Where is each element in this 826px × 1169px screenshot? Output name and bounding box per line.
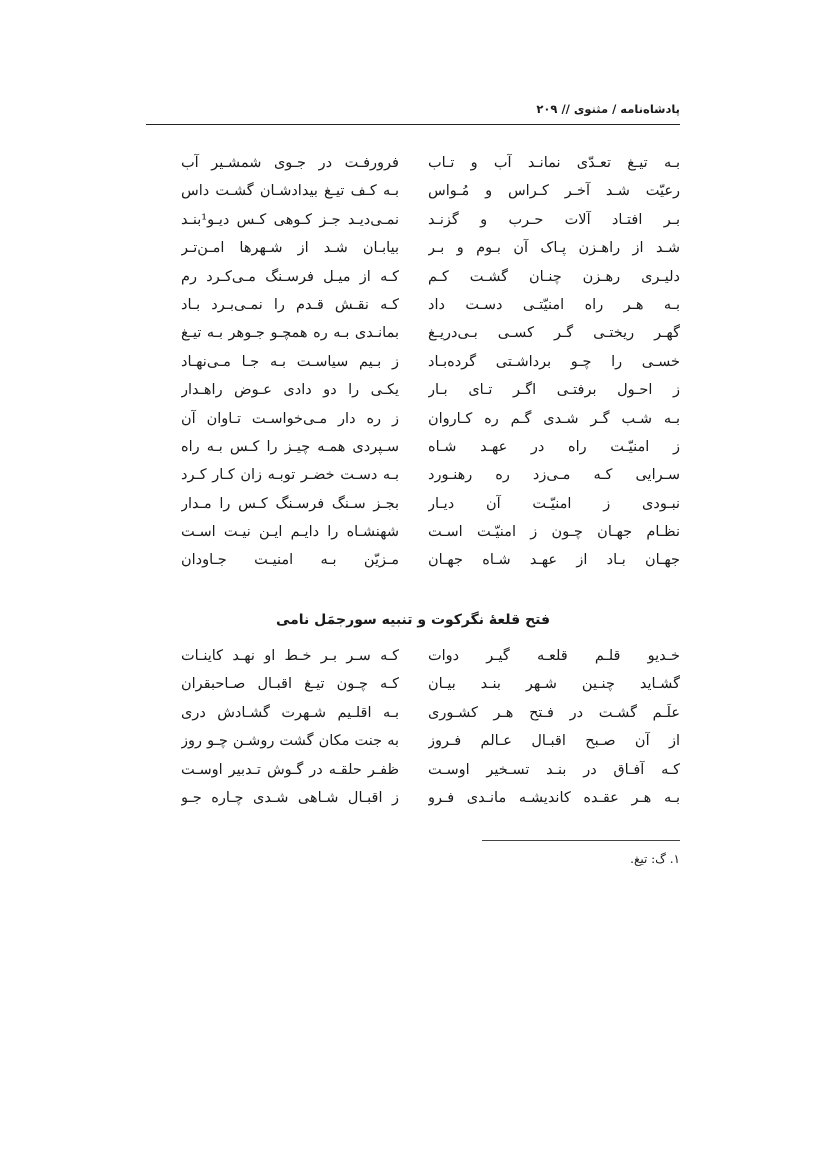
hemistich-first: دلیـری رهـزن چنـان گشـت کـم: [428, 268, 680, 285]
verse-block-part2: [146, 645, 680, 815]
hemistich-first: بـه تیـغ تعـدّی نمانـد آب و تـاب: [428, 155, 680, 171]
hemistich-second: بـه کـف تیـغ بیدادشـان گشـت داس: [181, 183, 399, 200]
verse-block-part1: [146, 152, 680, 578]
hemistich-second: فرورفـت در جـوی شمشـیر آب: [181, 155, 399, 171]
hemistich-second: ز ره دار مـی‌خواسـت تـاوان آن: [181, 410, 399, 427]
hemistich-second: ظفـر حلقـه در گـوش تـدبیر اوسـت: [181, 761, 399, 778]
verse-couplet: [146, 549, 680, 577]
running-head: [146, 100, 680, 125]
hemistich-first: جهـان بـاد از عهـد شـاه جهـان: [428, 552, 680, 569]
hemistich-first: خـدیو قلـم قلعـه گیـر دوات: [428, 648, 680, 664]
hemistich-second: بـه دسـت خضـر توبـه زان کـار کـرد: [181, 467, 399, 484]
hemistich-second: ز اقبـال شـاهی شـدی چـاره جـو: [181, 789, 399, 806]
verse-couplet: [146, 294, 680, 322]
verse-couplet: [146, 152, 680, 180]
hemistich-second: کـه از میـل فرسـنگ مـی‌کـرد رم: [181, 268, 399, 285]
hemistich-first: سـرایی کـه مـی‌زد ره رهنـورد: [428, 467, 680, 484]
verse-couplet: [146, 493, 680, 521]
hemistich-first: نبـودی ز امنیّـت آن دیـار: [428, 495, 680, 512]
verse-couplet: [146, 464, 680, 492]
verse-couplet: [146, 521, 680, 549]
hemistich-second: کـه چـون تیـغ اقبـال صـاحبقران: [181, 676, 399, 693]
hemistich-second: مـزیّن بـه امنیـت جـاودان: [181, 552, 399, 569]
verse-couplet: [146, 322, 680, 350]
hemistich-first: گشـاید چنـین شـهر بنـد بیـان: [428, 676, 680, 693]
hemistich-second: به جنت مکان گشت روشـن چـو روز: [181, 733, 399, 750]
hemistich-second: ز بـیم سیاسـت بـه جـا مـی‌نهـاد: [181, 353, 399, 370]
verse-couplet: [146, 759, 680, 787]
hemistich-first: نظـام جهـان چـون ز امنیّـت اسـت: [428, 524, 680, 541]
verse-couplet: [146, 379, 680, 407]
verse-couplet: [146, 787, 680, 815]
hemistich-second: شهنشـاه را دایـم ایـن نیـت اسـت: [181, 524, 399, 541]
verse-couplet: [146, 408, 680, 436]
hemistich-first: از آن صـبح اقبـال عـالم فـروز: [428, 733, 680, 750]
hemistich-first: گهـر ریختـی گـر کسـی بـی‌دریـغ: [428, 325, 680, 342]
hemistich-first: علَـم گشـت در فـتح هـر کشـوری: [428, 704, 680, 721]
hemistich-first: بـه شـب گـر شـدی گـم ره کـاروان: [428, 410, 680, 427]
hemistich-first: بـه هـر راه امنیّتـی دسـت داد: [428, 296, 680, 313]
verse-couplet: [146, 266, 680, 294]
verse-couplet: [146, 436, 680, 464]
running-head-text: پادشاه‌نامه / مثنوی // ۲۰۹: [536, 102, 680, 116]
hemistich-first: بـه هـر عقـده کاندیشـه مانـدی فـرو: [428, 789, 680, 806]
hemistich-first: رعیّت شـد آخـر کـراس و مُـواس: [428, 183, 680, 200]
hemistich-first: شـد از راهـزن پـاک آن بـوم و بـر: [428, 240, 680, 257]
verse-couplet: [146, 237, 680, 265]
hemistich-second: بیابـان شـد از شـهرها امـن‌تـر: [181, 240, 399, 257]
verse-couplet: [146, 209, 680, 237]
footnote: ۱. گ: تیغ.: [630, 852, 680, 866]
verse-couplet: [146, 673, 680, 701]
hemistich-first: کـه آفـاق در بنـد تسـخیر اوسـت: [428, 761, 680, 778]
hemistich-second: یکـی را دو دادی عـوض راهـدار: [181, 382, 399, 399]
hemistich-first: ز امنیّـت راه در عهـد شـاه: [428, 438, 680, 455]
section-title: فتح قلعۀ نگرکوت و تنبیه سورجمَل نامی: [275, 612, 551, 628]
hemistich-second: کـه نقـش قـدم را نمـی‌بـرد بـاد: [181, 296, 399, 313]
hemistich-second: نمـی‌دیـد جـز کـوهی کـس دیـو¹بنـد: [181, 211, 399, 228]
verse-couplet: [146, 702, 680, 730]
verse-couplet: [146, 351, 680, 379]
verse-couplet: [146, 730, 680, 758]
verse-couplet: [146, 645, 680, 673]
hemistich-second: بجـز سـنگ فرسـنگ کـس را مـدار: [181, 495, 399, 512]
footnote-rule: [482, 840, 680, 841]
hemistich-first: خسـی را چـو برداشـتی گرده‌بـاد: [428, 353, 680, 370]
verse-couplet: [146, 180, 680, 208]
hemistich-second: بمانـدی بـه ره همچـو جـوهر بـه تیـغ: [181, 325, 399, 342]
hemistich-second: کـه سـر بـر خـط او نهـد کاینـات: [181, 648, 399, 664]
hemistich-second: سـپردی همـه چیـز را کـس بـه راه: [181, 438, 399, 455]
hemistich-first: ز احـول برفتـی اگـر تـای بـار: [428, 382, 680, 399]
hemistich-first: بـر افتـاد آلات حـرب و گزنـد: [428, 211, 680, 228]
hemistich-second: بـه اقلـیم شـهرت گشـادش دری: [181, 704, 399, 721]
